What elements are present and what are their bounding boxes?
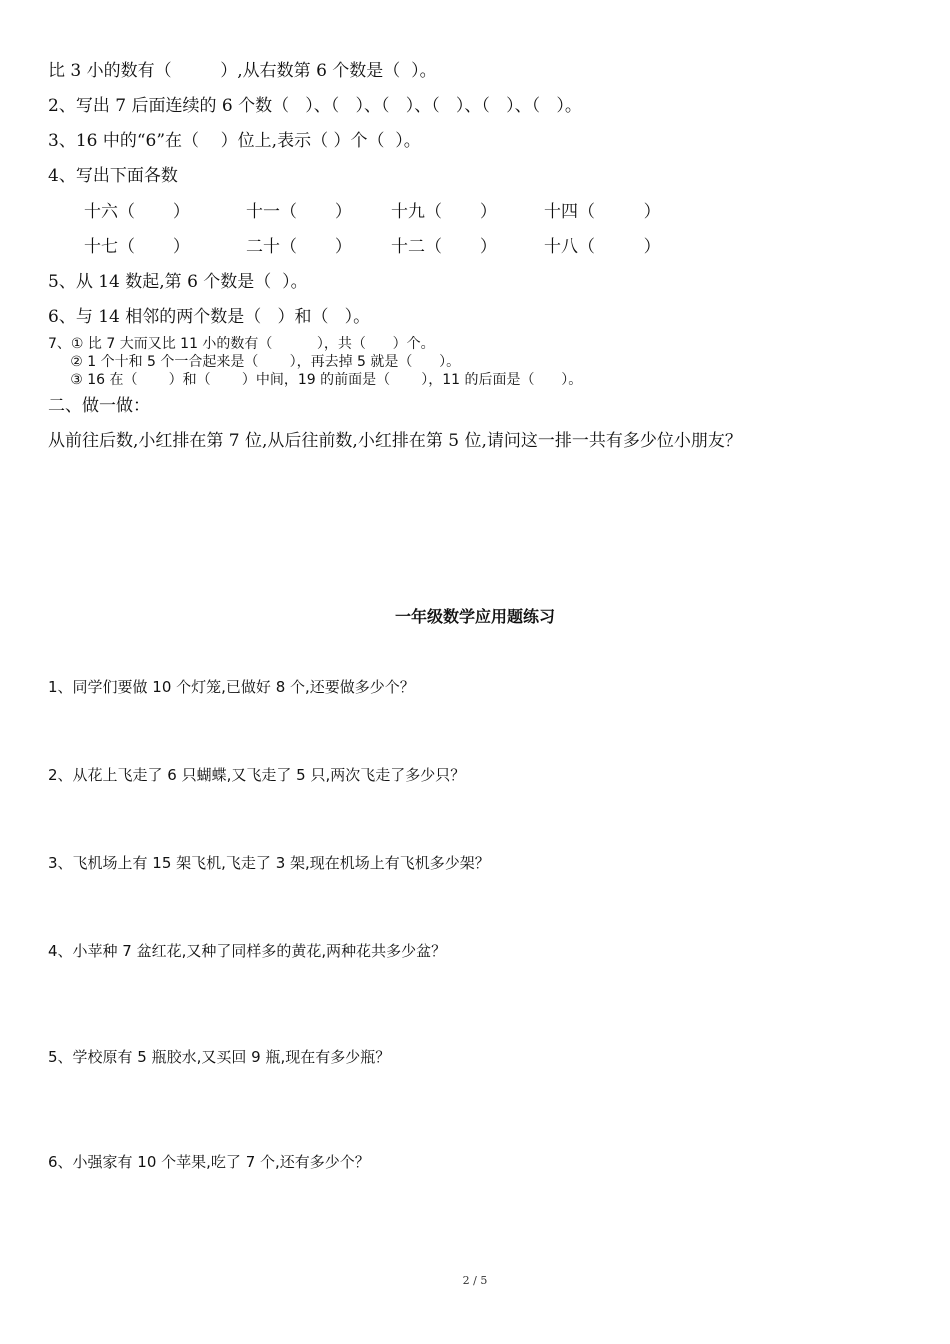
section-2-problem: 从前往后数,小红排在第 7 位,从后往前数,小红排在第 5 位,请问这一排一共有多少位小朋友？ — [48, 431, 742, 451]
page-number: 2 / 5 — [462, 1274, 488, 1287]
question-3: 3、16 中的“6”在（ ）位上,表示（ ）个（ ）。 — [48, 131, 421, 151]
word-problem-item: 2、从花上飞走了 6 只蝴蝶,又飞走了 5 只,两次飞走了多少只？ — [48, 766, 466, 784]
word-problem-item: 6、小强家有 10 个苹果,吃了 7 个,还有多少个？ — [48, 1153, 370, 1171]
section-2-heading: 二、做一做： — [48, 396, 150, 416]
word-problem-item: 4、小苹种 7 盆红花,又种了同样多的黄花,两种花共多少盆？ — [48, 942, 447, 960]
word-problem-item: 3、飞机场上有 15 架飞机,飞走了 3 架,现在机场上有飞机多少架？ — [48, 854, 490, 872]
question-6: 6、与 14 相邻的两个数是（ ）和（ ）。 — [48, 307, 371, 327]
grid-cell: 十一（ ） — [246, 202, 352, 222]
word-problem-item: 1、同学们要做 10 个灯笼,已做好 8 个,还要做多少个？ — [48, 678, 415, 696]
question-7-part-1: 7、① 比 7 大而又比 11 小的数有（ ），共（ ）个。 — [48, 336, 435, 352]
grid-cell: 十二（ ） — [391, 237, 497, 257]
question-4: 4、写出下面各数 — [48, 166, 178, 186]
word-problem-item: 5、学校原有 5 瓶胶水,又买回 9 瓶,现在有多少瓶？ — [48, 1048, 391, 1066]
grid-cell: 十六（ ） — [84, 202, 190, 222]
word-problems-title: 一年级数学应用题练习 — [394, 607, 555, 626]
grid-cell: 十八（ ） — [544, 237, 661, 257]
question-5: 5、从 14 数起,第 6 个数是（ ）。 — [48, 272, 308, 292]
question-7-part-3: ③ 16 在（ ）和（ ）中间，19 的前面是（ ），11 的后面是（ ）。 — [48, 372, 583, 388]
grid-cell: 十四（ ） — [544, 202, 661, 222]
question-1-continued: 比 3 小的数有（ ）,从右数第 6 个数是（ ）。 — [48, 61, 437, 81]
question-2: 2、写出 7 后面连续的 6 个数（ ）、（ ）、（ ）、（ ）、（ ）、（ ）。 — [48, 96, 582, 116]
grid-cell: 二十（ ） — [246, 237, 352, 257]
question-7-part-2: ② 1 个十和 5 个一合起来是（ ），再去掉 5 就是（ ）。 — [48, 354, 461, 370]
grid-cell: 十七（ ） — [84, 237, 190, 257]
grid-cell: 十九（ ） — [391, 202, 497, 222]
